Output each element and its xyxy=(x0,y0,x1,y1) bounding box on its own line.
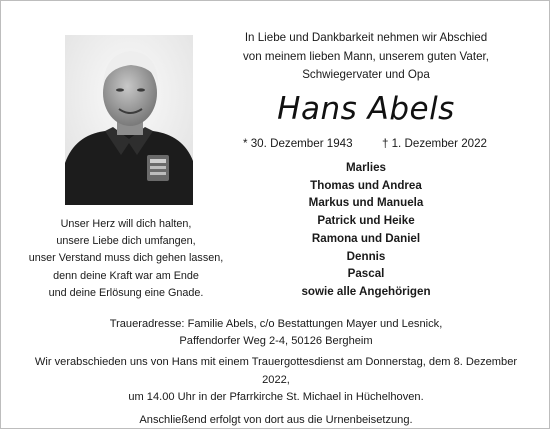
service-info xyxy=(21,316,531,429)
deceased-name: Hans Abels xyxy=(277,91,455,127)
family-member: sowie alle Angehörigen xyxy=(301,284,431,298)
family-member: Pascal xyxy=(347,267,385,280)
family-list-2 xyxy=(231,230,501,300)
portrait-image xyxy=(65,35,193,205)
poem-line: Unser Herz will dich halten, xyxy=(60,218,192,230)
address-line: Paffendorfer Weg 2-4, 50126 Bergheim xyxy=(179,335,373,348)
poem-line: und deine Erlösung eine Gnade. xyxy=(48,286,204,299)
burial-note: Anschließend erfolgt von dort aus die Urnenbeisetzung. xyxy=(139,414,413,427)
intro-line: In Liebe und Dankbarkeit nehmen wir Abschied xyxy=(244,31,488,44)
intro-line: von meinem lieben Mann, unserem guten Vater, xyxy=(243,49,489,63)
poem-line: unser Verstand muss dich gehen lassen, xyxy=(28,252,224,265)
death-date: † 1. Dezember 2022 xyxy=(381,137,487,150)
portrait-photo xyxy=(65,35,193,205)
service-line: um 14.00 Uhr in der Pfarrkirche St. Michael in Hüchelhoven. xyxy=(128,390,424,403)
poem-line: unsere Liebe dich umfangen, xyxy=(56,235,196,248)
family-member: Thomas und Andrea xyxy=(310,178,422,192)
family-member: Markus und Manuela xyxy=(308,196,424,209)
service-line: Wir verabschieden uns von Hans mit einem Trauergottesdienst am Donnerstag, dem 8. Dezember 2022, xyxy=(34,356,518,386)
family-member: Dennis xyxy=(346,249,386,263)
poem-line: denn deine Kraft war am Ende xyxy=(53,269,199,282)
intro-text xyxy=(231,29,501,85)
family-list-1 xyxy=(231,159,501,229)
family-member: Patrick und Heike xyxy=(317,213,415,227)
poem-text xyxy=(21,216,231,302)
address-line: Traueradresse: Familie Abels, c/o Bestattungen Mayer und Lesnick, xyxy=(109,318,443,330)
birth-date: * 30. Dezember 1943 xyxy=(243,137,353,150)
family-member: Marlies xyxy=(346,161,386,174)
intro-line: Schwiegervater und Opa xyxy=(302,68,430,81)
family-member: Ramona und Daniel xyxy=(311,232,421,245)
